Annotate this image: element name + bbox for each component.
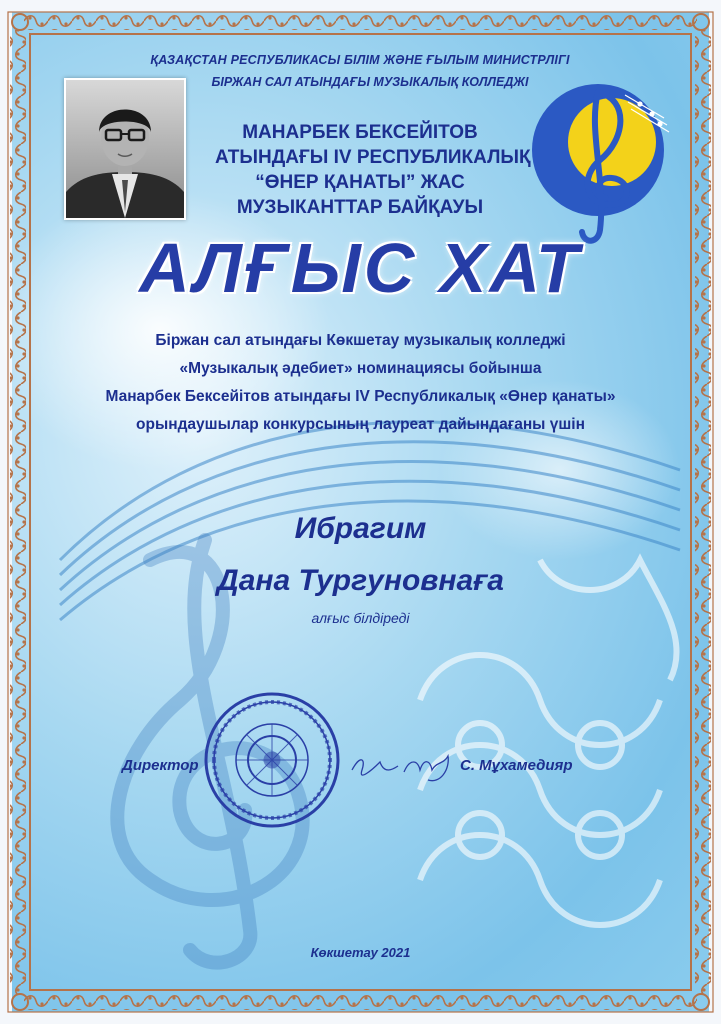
gratitude-text: алғыс білдіреді xyxy=(311,610,410,626)
body-line: Манарбек Бексейітов атындағы IV Республикалық «Өнер қанаты» xyxy=(105,388,616,405)
certificate-body xyxy=(0,327,721,439)
recipient-name xyxy=(0,503,721,607)
portrait-photo xyxy=(64,78,186,220)
ministry-name: ҚАЗАҚСТАН РЕСПУБЛИКАСЫ БІЛІМ ЖӘНЕ ҒЫЛЫМ МИНИСТРЛІГІ xyxy=(150,53,570,67)
body-line: «Музыкалық әдебиет» номинациясы бойынша xyxy=(179,360,542,377)
recipient-given-name: Дана Тургуновнаға xyxy=(217,564,504,597)
college-name: БІРЖАН САЛ АТЫНДАҒЫ МУЗЫКАЛЫҚ КОЛЛЕДЖІ xyxy=(211,75,529,89)
competition-title xyxy=(215,120,531,220)
director-name: С. Мұхамедияр xyxy=(460,757,573,774)
competition-title-line: АТЫНДАҒЫ IV РЕСПУБЛИКАЛЫҚ xyxy=(215,147,531,168)
body-line: орындаушылар конкурсының лауреат дайындағаны үшін xyxy=(136,416,585,433)
place-and-year: Көкшетау 2021 xyxy=(310,945,411,960)
competition-title-line: МАНАРБЕК БЕКСЕЙІТОВ xyxy=(242,122,478,143)
body-line: Біржан сал атындағы Көкшетау музыкалық колледжі xyxy=(155,332,566,349)
director-label: Директор xyxy=(122,757,199,774)
recipient-surname: Ибрагим xyxy=(294,512,427,545)
competition-title-line: МУЗЫКАНТТАР БАЙҚАУЫ xyxy=(236,197,484,218)
treble-clef-logo xyxy=(532,84,669,241)
competition-title-line: “ӨНЕР ҚАНАТЫ” ЖАС xyxy=(255,172,465,193)
official-seal-stamp xyxy=(206,694,338,826)
handwritten-signature xyxy=(352,756,448,781)
certificate-title: АЛҒЫС ХАТ xyxy=(139,229,582,307)
